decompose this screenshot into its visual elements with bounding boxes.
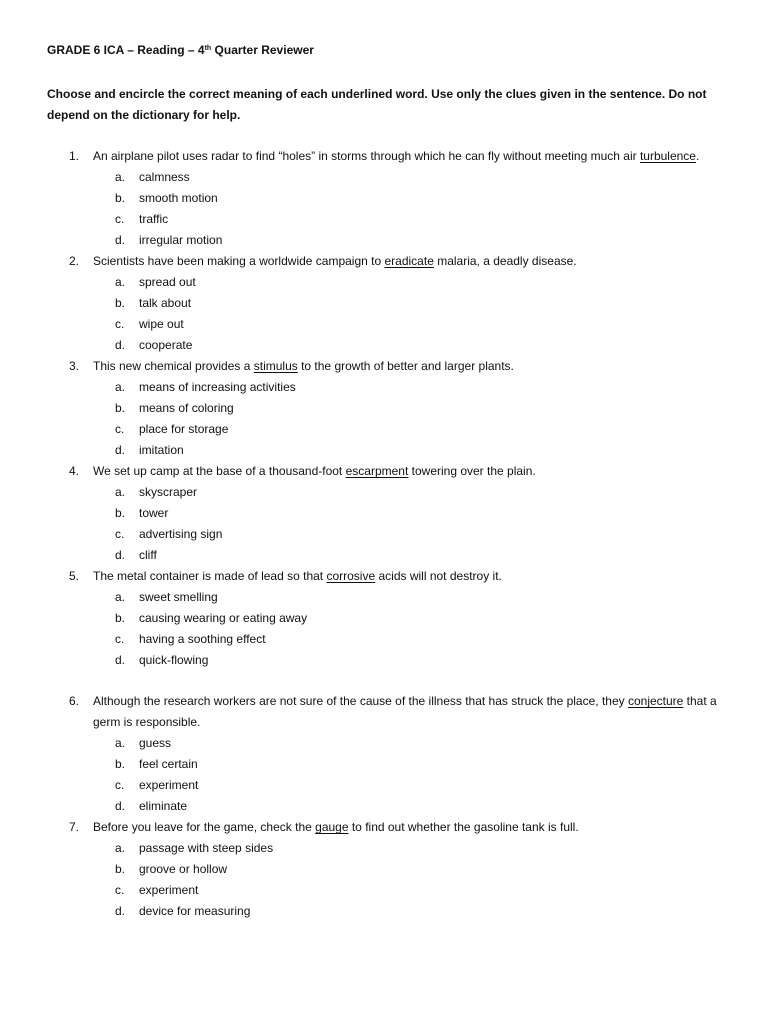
option-text: cliff: [139, 548, 157, 562]
option-list: [93, 167, 722, 251]
option-text: advertising sign: [139, 527, 223, 541]
option-list: [93, 272, 722, 356]
option-list: [93, 482, 722, 566]
stem-text: This new chemical provides a: [93, 359, 254, 373]
option-letter: d.: [115, 653, 126, 667]
question-7: [47, 817, 722, 922]
title-superscript: th: [204, 45, 212, 52]
option-text: experiment: [139, 778, 199, 792]
option-text: talk about: [139, 296, 192, 310]
stem-text-end: towering over the plain.: [408, 464, 536, 478]
option-d[interactable]: [93, 650, 722, 671]
option-text: passage with steep sides: [139, 841, 274, 855]
option-c[interactable]: [93, 880, 722, 901]
option-a[interactable]: [93, 733, 722, 754]
option-text: feel certain: [139, 757, 198, 771]
option-letter: c.: [115, 212, 125, 226]
option-b[interactable]: [93, 859, 722, 880]
option-c[interactable]: [93, 209, 722, 230]
stem-text-end: to find out whether the gasoline tank is full.: [348, 820, 579, 834]
title-text-end: Quarter Reviewer: [211, 43, 314, 57]
option-a[interactable]: [93, 482, 722, 503]
option-d[interactable]: [93, 796, 722, 817]
question-4: [47, 461, 722, 566]
stem-text-end: that a germ is responsible.: [93, 694, 717, 729]
option-text: tower: [139, 506, 169, 520]
option-text: traffic: [139, 212, 169, 226]
option-letter: a.: [115, 841, 126, 855]
stem-text: We set up camp at the base of a thousand-foot: [93, 464, 346, 478]
question-number: 2.: [69, 254, 80, 268]
underlined-word: turbulence: [639, 149, 696, 163]
option-b[interactable]: [93, 293, 722, 314]
option-letter: d.: [115, 799, 126, 813]
option-text: wipe out: [139, 317, 184, 331]
option-text: cooperate: [139, 338, 193, 352]
option-letter: d.: [115, 443, 126, 457]
option-c[interactable]: [93, 524, 722, 545]
question-list: [47, 146, 722, 922]
stem-text: Scientists have been making a worldwide campaign to: [93, 254, 385, 268]
question-number: 7.: [69, 820, 80, 834]
underlined-word: eradicate: [384, 254, 434, 268]
option-b[interactable]: [93, 503, 722, 524]
instructions: Choose and encircle the correct meaning of each underlined word. Use only the clues given in the sentence. Do not depend on the dictionary for help.: [47, 87, 707, 122]
question-stem: [93, 566, 722, 587]
option-c[interactable]: [93, 775, 722, 796]
option-b[interactable]: [93, 608, 722, 629]
stem-text-end: acids will not destroy it.: [375, 569, 502, 583]
option-c[interactable]: [93, 419, 722, 440]
stem-text: The metal container is made of lead so that: [93, 569, 327, 583]
option-letter: b.: [115, 401, 126, 415]
option-list: [93, 587, 722, 671]
option-letter: a.: [115, 485, 126, 499]
question-1: [47, 146, 722, 251]
question-number: 4.: [69, 464, 80, 478]
option-text: quick-flowing: [139, 653, 209, 667]
option-letter: b.: [115, 506, 126, 520]
stem-text-end: to the growth of better and larger plants.: [297, 359, 514, 373]
option-list: [93, 838, 722, 922]
option-letter: d.: [115, 904, 126, 918]
stem-text: An airplane pilot uses radar to find “holes” in storms through which he can fly without meeting much air: [93, 149, 640, 163]
option-letter: a.: [115, 170, 126, 184]
option-letter: c.: [115, 422, 125, 436]
question-stem: [93, 146, 722, 167]
option-text: calmness: [139, 170, 190, 184]
question-number: 1.: [69, 149, 80, 163]
option-a[interactable]: [93, 167, 722, 188]
title-text: GRADE 6 ICA – Reading – 4: [47, 43, 205, 57]
option-b[interactable]: [93, 398, 722, 419]
option-letter: d.: [115, 548, 126, 562]
option-text: skyscraper: [139, 485, 198, 499]
option-letter: b.: [115, 296, 126, 310]
option-letter: b.: [115, 862, 126, 876]
option-letter: c.: [115, 883, 125, 897]
option-letter: c.: [115, 632, 125, 646]
underlined-word: corrosive: [326, 569, 376, 583]
option-a[interactable]: [93, 272, 722, 293]
option-text: having a soothing effect: [139, 632, 266, 646]
option-d[interactable]: [93, 335, 722, 356]
stem-text-end: .: [695, 149, 700, 163]
stem-text-end: malaria, a deadly disease.: [433, 254, 577, 268]
question-number: 6.: [69, 694, 80, 708]
question-stem: [93, 817, 722, 838]
option-text: spread out: [139, 275, 196, 289]
option-list: [93, 377, 722, 461]
underlined-word: escarpment: [345, 464, 409, 478]
option-letter: a.: [115, 380, 126, 394]
option-letter: c.: [115, 527, 125, 541]
option-b[interactable]: [93, 188, 722, 209]
option-text: groove or hollow: [139, 862, 228, 876]
option-text: device for measuring: [139, 904, 251, 918]
option-b[interactable]: [93, 754, 722, 775]
option-text: guess: [139, 736, 172, 750]
question-stem: [93, 461, 722, 482]
option-text: experiment: [139, 883, 199, 897]
option-list: [93, 733, 722, 817]
option-letter: a.: [115, 736, 126, 750]
document-title: [47, 42, 722, 58]
stem-text: Before you leave for the game, check the: [93, 820, 316, 834]
option-text: means of coloring: [139, 401, 234, 415]
option-letter: a.: [115, 590, 126, 604]
question-6: [47, 691, 722, 817]
option-d[interactable]: [93, 440, 722, 461]
option-a[interactable]: [93, 377, 722, 398]
option-letter: c.: [115, 317, 125, 331]
option-text: imitation: [139, 443, 184, 457]
option-text: eliminate: [139, 799, 188, 813]
option-a[interactable]: [93, 838, 722, 859]
question-stem: [93, 691, 722, 733]
option-letter: b.: [115, 611, 126, 625]
underlined-word: conjecture: [627, 694, 684, 708]
option-letter: b.: [115, 191, 126, 205]
option-text: irregular motion: [139, 233, 223, 247]
option-text: place for storage: [139, 422, 229, 436]
question-2: [47, 251, 722, 356]
question-5: [47, 566, 722, 671]
option-a[interactable]: [93, 587, 722, 608]
stem-text: Although the research workers are not sure of the cause of the illness that has struck the place, they: [93, 694, 628, 708]
option-d[interactable]: [93, 545, 722, 566]
question-number: 3.: [69, 359, 80, 373]
option-d[interactable]: [93, 230, 722, 251]
option-letter: b.: [115, 757, 126, 771]
option-letter: c.: [115, 778, 125, 792]
option-c[interactable]: [93, 314, 722, 335]
option-d[interactable]: [93, 901, 722, 922]
question-stem: [93, 251, 722, 272]
question-stem: [93, 356, 722, 377]
question-3: [47, 356, 722, 461]
question-number: 5.: [69, 569, 80, 583]
option-text: sweet smelling: [139, 590, 218, 604]
underlined-word: stimulus: [253, 359, 298, 373]
underlined-word: gauge: [315, 820, 349, 834]
option-letter: d.: [115, 338, 126, 352]
option-c[interactable]: [93, 629, 722, 650]
option-text: causing wearing or eating away: [139, 611, 308, 625]
option-text: means of increasing activities: [139, 380, 296, 394]
option-text: smooth motion: [139, 191, 218, 205]
option-letter: a.: [115, 275, 126, 289]
option-letter: d.: [115, 233, 126, 247]
